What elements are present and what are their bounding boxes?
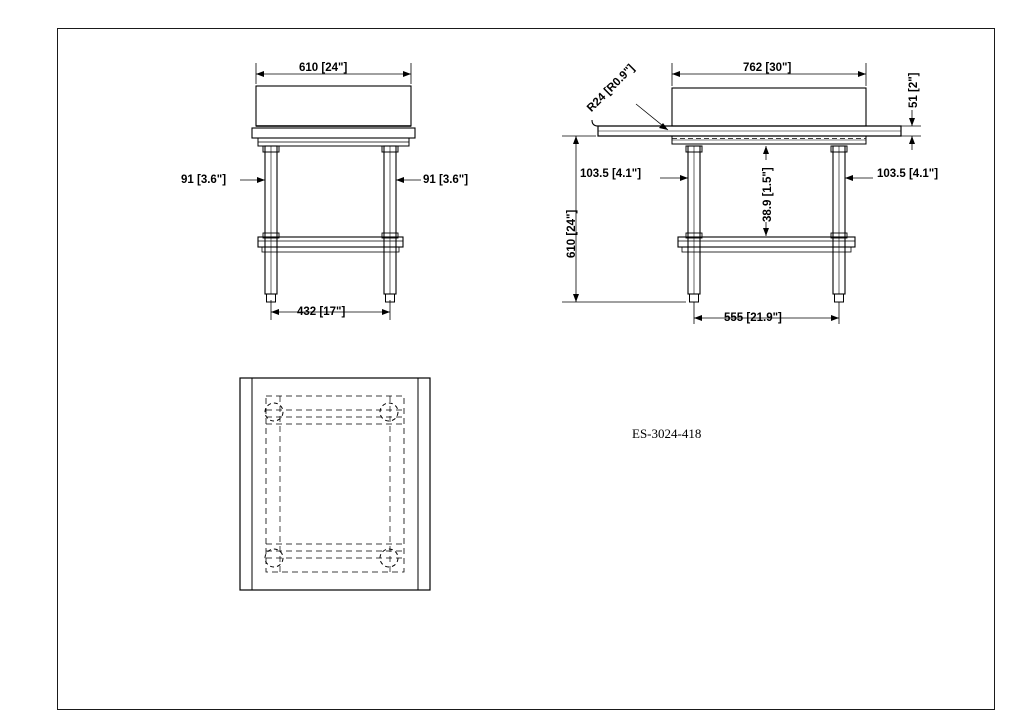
side-elevation-geometry <box>592 88 901 302</box>
dim-front-top-width: 610 [24"] <box>299 62 348 74</box>
dim-side-overall-height: 610 [24"] <box>566 209 578 258</box>
front-view-dimension-lines <box>240 63 421 320</box>
dim-front-right-inset: 91 [3.6"] <box>423 174 469 186</box>
dim-side-right-overhang: 103.5 [4.1"] <box>877 168 939 180</box>
dim-side-top-length: 762 [30"] <box>743 62 792 74</box>
dim-side-left-overhang: 103.5 [4.1"] <box>580 168 642 180</box>
side-view-dimension-lines <box>562 63 921 324</box>
front-elevation-geometry <box>252 86 415 302</box>
dim-side-leg-spread: 555 [21.9"] <box>724 312 782 324</box>
dim-front-leg-spread: 432 [17"] <box>297 306 346 318</box>
part-number-label: ES-3024-418 <box>632 426 702 441</box>
dim-side-top-thickness: 51 [2"] <box>908 72 920 108</box>
dim-side-radius-callout: R24 [R0.9"] <box>585 62 638 115</box>
dim-front-left-inset: 91 [3.6"] <box>181 174 227 186</box>
plan-view-geometry <box>240 378 430 590</box>
dim-side-shelf-gap: 38.9 [1.5"] <box>762 167 774 222</box>
